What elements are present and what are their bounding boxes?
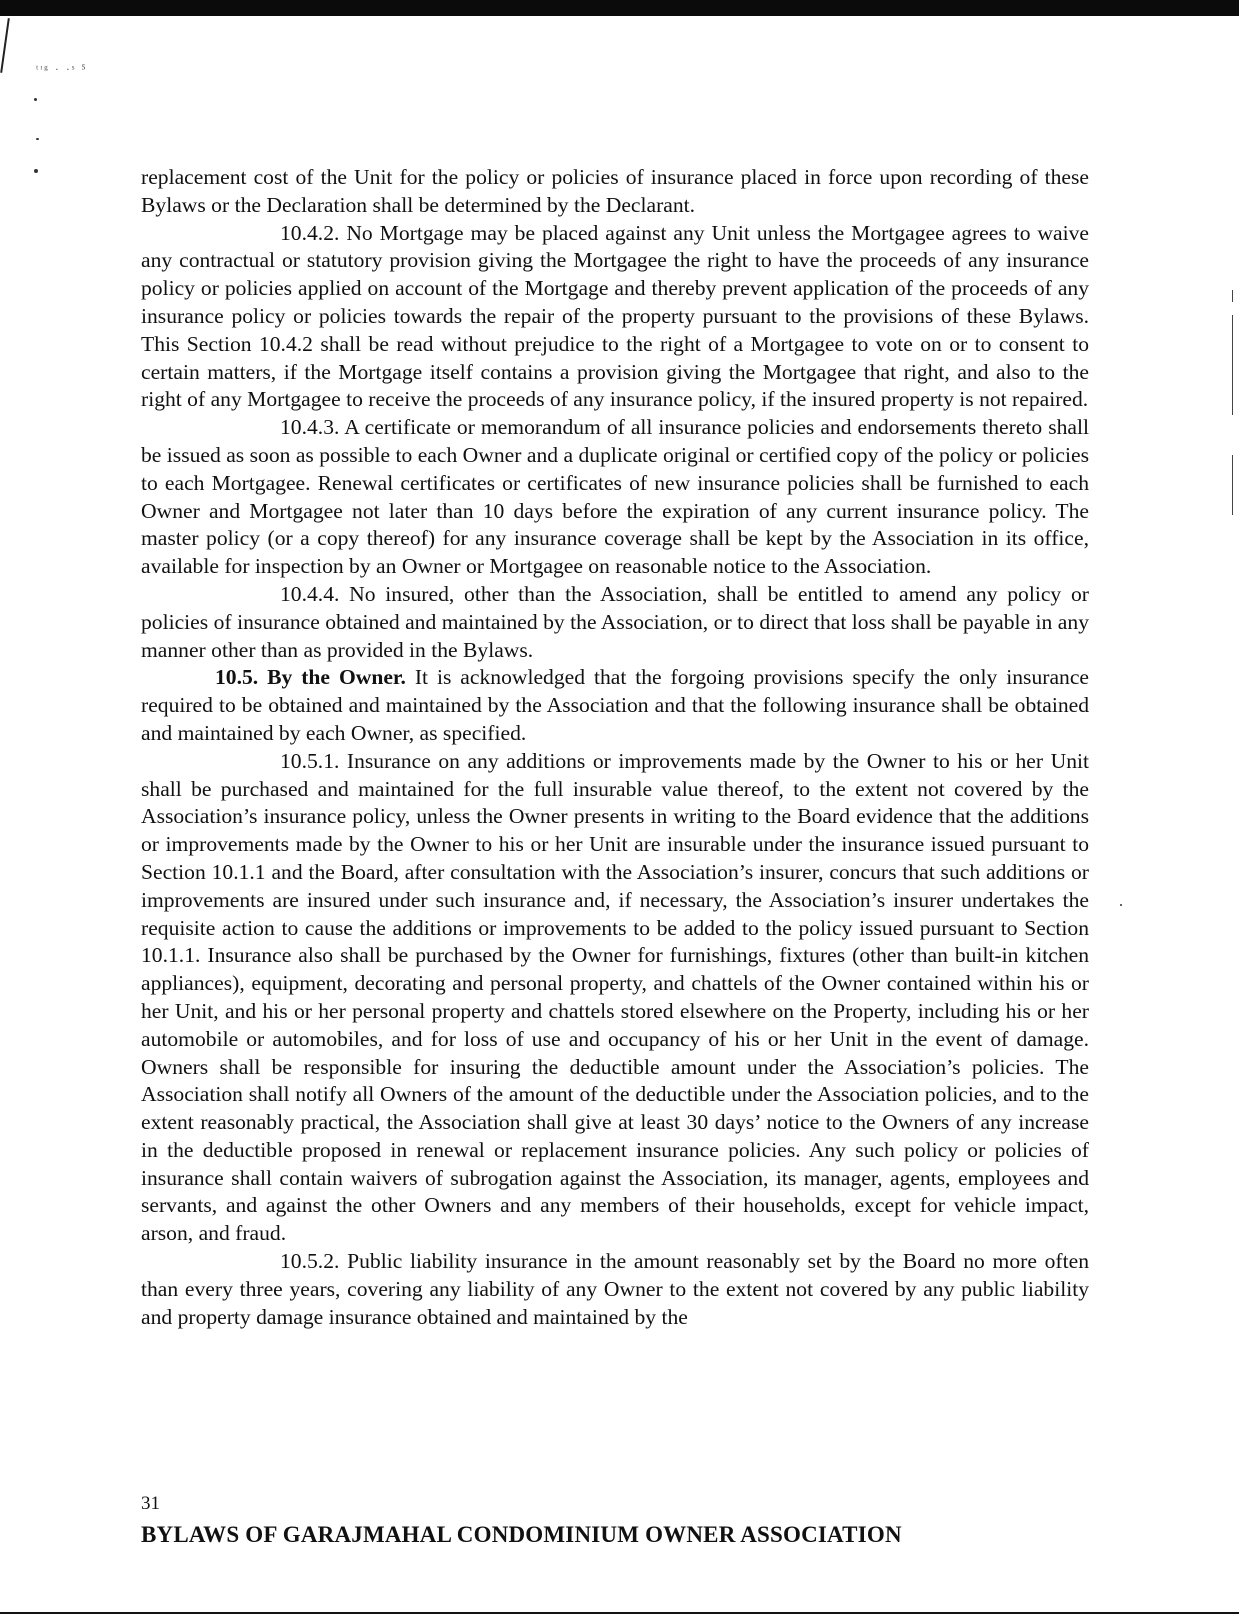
paragraph-10-5 — [141, 664, 1089, 747]
paragraph-10-5-1: 10.5.1. Insurance on any additions or improvements made by the Owner to his or her Unit shall be purchased and maintained for the full insurable value thereof, to the extent not covered by the Association’s insurance policy, unless the Owner presents in writing to the Board evidence that the additions or improvements made by the Owner to his or her Unit are insurable under the insurance issued pursuant to Section 10.1.1 and the Board, after consultation with the Association’s insurer, concurs that such additions or improvements are insured under such insurance and, if necessary, the Association’s insurer undertakes the requisite action to cause the additions or improvements to be added to the policy issued pursuant to Section 10.1.1. Insurance also shall be purchased by the Owner for furnishings, fixtures (other than built-in kitchen appliances), equipment, decorating and personal property, and chattels of the Owner contained within his or her Unit, and his or her personal property and chattels stored elsewhere on the Property, including his or her automobile or automobiles, and for loss of use and occupancy of his or her Unit in the event of damage. Owners shall be responsible for insuring the deductible amount under the Association’s policies. The Association shall notify all Owners of the amount of the deductible under the Association policies, and to the extent reasonably practical, the Association shall give at least 30 days’ notice to the Owners of any increase in the deductible proposed in renewal or replacement insurance policies. Any such policy or policies of insurance shall contain waivers of subrogation against the Association, its manager, agents, employees and servants, and against the other Owners and any members of their households, except for vehicle impact, arson, and fraud. — [141, 748, 1089, 1246]
scan-speck — [36, 138, 39, 140]
scan-right-edge-mark — [1232, 290, 1233, 302]
footer-title: BYLAWS OF GARAJMAHAL CONDOMINIUM OWNER ASSOCIATION — [141, 1522, 902, 1547]
section-body-10-5: It is acknowledged that the forgoing provisions specify the only insurance required to be obtained and maintained by the Association and that the following insurance shall be obtained and maintained by each Owner, as specified. — [141, 665, 1089, 745]
paragraph-10-4-2: 10.4.2. No Mortgage may be placed against any Unit unless the Mortgagee agrees to waive any contractual or statutory provision giving the Mortgagee the right to have the proceeds of any insurance policy or policies applied on account of the Mortgage and thereby prevent application of the proceeds of any insurance policy or policies towards the repair of the property pursuant to the provisions of these Bylaws. This Section 10.4.2 shall be read without prejudice to the right of a Mortgagee to vote on or to consent to certain matters, if the Mortgage itself contains a provision giving the Mortgagee that right, and also to the right of any Mortgagee to receive the proceeds of any insurance policy, if the insured property is not repaired. — [141, 220, 1089, 412]
scan-speck — [1120, 904, 1122, 906]
scan-speck — [34, 169, 38, 173]
scan-edge-mark — [0, 18, 10, 73]
paragraph-10-4-4: 10.4.4. No insured, other than the Association, shall be entitled to amend any policy or policies of insurance obtained and maintained by the Association, or to direct that loss shall be payable in any manner other than as provided in the Bylaws. — [141, 581, 1089, 662]
paragraph-continuation: replacement cost of the Unit for the policy or policies of insurance placed in force upon recording of these Bylaws or the Declaration shall be determined by the Declarant. — [141, 165, 1089, 217]
paragraph-10-4-3: 10.4.3. A certificate or memorandum of all insurance policies and endorsements thereto shall be issued as soon as possible to each Owner and a duplicate original or certified copy of the policy or policies to each Mortgagee. Renewal certificates or certificates of new insurance policies shall be furnished to each Owner and Mortgagee not later than 10 days before the expiration of any current insurance policy. The master policy (or a copy thereof) for any insurance coverage shall be kept by the Association in its office, available for inspection by an Owner or Mortgagee on reasonable notice to the Association. — [141, 415, 1089, 579]
paragraph-10-5-2: 10.5.2. Public liability insurance in the amount reasonably set by the Board no more often than every three years, covering any liability of any Owner to the extent not covered by any public liability and property damage insurance obtained and maintained by the — [141, 1249, 1089, 1329]
scan-right-edge-mark — [1232, 455, 1233, 515]
scan-top-border — [0, 0, 1239, 16]
page-number: 31 — [141, 1493, 160, 1514]
document-body — [141, 164, 1089, 1331]
scan-speck — [34, 98, 37, 101]
scan-right-edge-mark — [1232, 315, 1233, 415]
margin-scan-marks: ᵗᶦᵍ · ·ˢ ⁵ — [36, 62, 88, 76]
scan-bottom-border — [0, 1612, 1239, 1614]
section-heading-10-5: 10.5. By the Owner. — [215, 665, 406, 690]
